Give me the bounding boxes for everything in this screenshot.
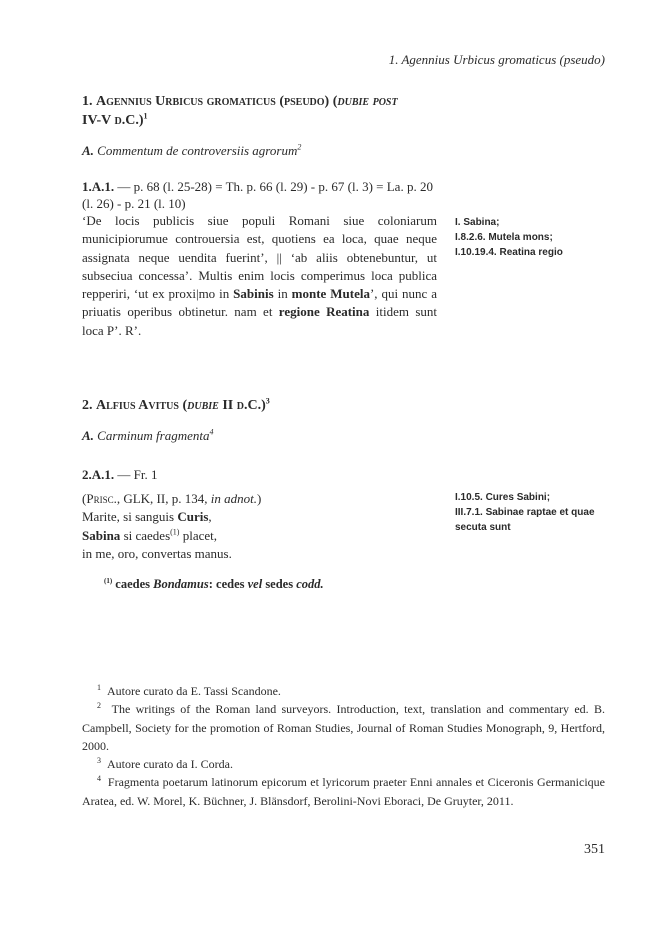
- verse-line: in me, oro, convertas manus.: [82, 545, 232, 561]
- source-line: [82, 490, 261, 508]
- place-curis: Curis: [177, 509, 209, 525]
- section-2-reference: [82, 466, 437, 483]
- text-segment: in: [273, 286, 292, 302]
- text-segment: vel: [247, 577, 263, 591]
- section-1-margin-notes: [455, 215, 563, 260]
- text-segment: sedes: [262, 577, 297, 591]
- footnote-text: Autore curato da I. Corda.: [107, 757, 233, 772]
- section-2-sub-letter: A.: [82, 428, 94, 443]
- text-segment: caedes: [115, 577, 154, 591]
- section-2-poem: [82, 490, 261, 563]
- text-segment: , GLK, II, p. 134,: [116, 491, 211, 506]
- verse-line: [82, 527, 261, 545]
- section-2-number: 2.: [82, 398, 93, 413]
- footnote-number: 3: [97, 756, 101, 766]
- section-2-ref-text: — Fr. 1: [117, 467, 158, 482]
- footnote-ref-1[interactable]: 1: [143, 111, 148, 121]
- source-author: Prisc.: [86, 491, 117, 506]
- margin-note: I. Sabina;: [455, 217, 500, 228]
- section-1-sub-title: Commentum de controversiis agrorum: [97, 143, 298, 158]
- section-1-open: (: [332, 94, 338, 109]
- text-segment: placet,: [179, 527, 217, 543]
- apparatus-ref[interactable]: (1): [170, 527, 180, 537]
- section-1-dc: d.C.): [114, 113, 144, 128]
- footnotes: [82, 682, 605, 810]
- place-regione-reatina: regione Reatina: [278, 304, 370, 320]
- section-2-dc: d.C.): [236, 398, 266, 413]
- place-monte-mutela: monte Mutela: [291, 286, 370, 302]
- text-segment: itidem sunt loca P’. R’.: [82, 304, 438, 338]
- footnote-number: 1: [97, 683, 101, 692]
- footnote-text: The writings of the Roman land surveyors. Introduction, text, translation and commentary ed. B. Campbell, Society for the promotion of Roman Studies, Journal of Roman Studies Monograph, 9, Hertford, 2000.: [82, 702, 606, 753]
- section-1-heading: [82, 92, 437, 130]
- section-1-number: 1.: [82, 94, 93, 109]
- section-1-date: IV-V: [82, 113, 112, 128]
- margin-note: I.8.2.6. Mutela mons;: [455, 232, 553, 243]
- margin-note: I.10.19.4. Reatina regio: [455, 247, 563, 258]
- place-sabinis: Sabinis: [233, 286, 274, 302]
- section-2-subheading: [82, 428, 213, 444]
- critical-apparatus: [104, 577, 324, 592]
- running-head: 1. Agennius Urbicus gromaticus (pseudo): [388, 52, 605, 67]
- section-1-ref-label: 1.A.1.: [82, 179, 115, 194]
- margin-note: I.10.5. Cures Sabini;: [455, 492, 551, 503]
- section-1-sub-letter: A.: [82, 143, 94, 158]
- section-2-open: (: [182, 398, 188, 413]
- section-2-date: II: [222, 398, 234, 413]
- text-segment: in adnot.: [210, 491, 257, 506]
- margin-note: III.7.1. Sabinae raptae et quae: [455, 507, 595, 518]
- text-segment: ): [256, 491, 262, 506]
- footnote-text: Autore curato da E. Tassi Scandone.: [107, 684, 281, 698]
- apparatus-number: (1): [104, 577, 113, 585]
- footnote: [82, 700, 605, 755]
- section-2-sub-title: Carminum fragmenta: [97, 428, 210, 443]
- footnote: [82, 773, 605, 810]
- text-segment: ’, qui nunc a priuatis operibus obtinetur. nam et: [82, 286, 437, 320]
- footnote: [82, 755, 605, 773]
- section-2-author: Alfius Avitus: [96, 398, 179, 413]
- text-segment: Bondamus: [153, 577, 209, 591]
- section-1-subheading: [82, 143, 301, 159]
- section-1-dubie: dubie post: [337, 94, 398, 109]
- footnote-ref-3[interactable]: 3: [265, 396, 270, 406]
- text-segment: si caedes: [120, 527, 171, 543]
- page-number: 351: [584, 842, 605, 857]
- section-1-ref-text: — p. 68 (l. 25-28) = Th. p. 66 (l. 29) - p. 67 (l. 3) = La. p. 20 (l. 26) - p. 21 (l. 10): [82, 179, 433, 211]
- footnote-number: 4: [97, 774, 101, 784]
- section-2-ref-label: 2.A.1.: [82, 467, 115, 482]
- section-2-dubie: dubie: [187, 398, 219, 413]
- footnote-ref-4[interactable]: 4: [209, 427, 214, 437]
- text-segment: (: [82, 491, 87, 506]
- footnote-text: Fragmenta poetarum latinorum epicorum et lyricorum praeter Enni annales et Ciceronis Germanicique Aratea, ed. W. Morel, K. Büchner, J. Blänsdorf, Berolini-Novi Eboraci, De Gruyter, 2011.: [82, 775, 605, 808]
- footnote: [82, 682, 605, 700]
- section-2-heading: [82, 396, 437, 415]
- text-segment: : cedes: [208, 577, 248, 591]
- footnote-ref-2[interactable]: 2: [297, 142, 302, 152]
- text-segment: ,: [208, 509, 212, 525]
- verse-line: [82, 508, 261, 526]
- section-1-reference: [82, 178, 437, 212]
- place-sabina: Sabina: [82, 527, 121, 543]
- margin-note: secuta sunt: [455, 522, 511, 533]
- section-1-author: Agennius Urbicus gromaticus (pseudo): [96, 94, 330, 109]
- text-segment: Marite, si sanguis: [82, 509, 178, 525]
- section-1-text: [82, 212, 437, 340]
- text-segment: ‘De locis publicis siue populi Romani siue coloniarum municipiorumue controuersia est, quotiens ea loca, quae neque assignata neque uendita fuerint’, || ‘ab aliis obtenebuntur, ut subseciua concessa’. Multis enim locis comperimus loca publica repperiri, ‘ut ex proxi|mo in: [82, 213, 437, 302]
- footnote-number: 2: [97, 701, 101, 711]
- section-2-margin-notes: [455, 490, 595, 535]
- text-segment: codd.: [296, 577, 324, 591]
